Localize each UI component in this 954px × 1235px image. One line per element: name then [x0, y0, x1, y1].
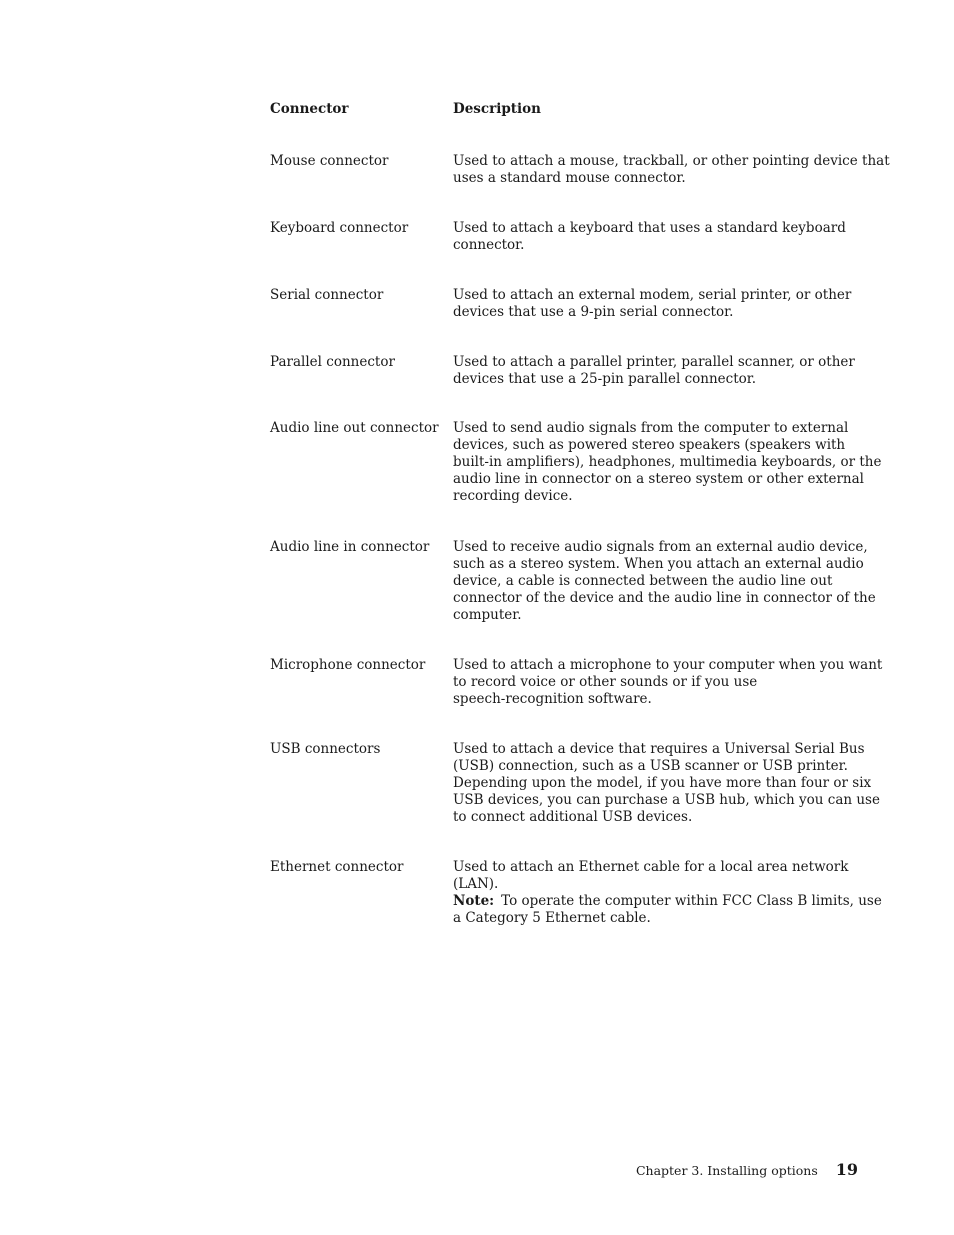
header-description: Description — [453, 101, 541, 117]
description-line: computer. — [453, 607, 522, 623]
description-line: (LAN). — [453, 876, 499, 892]
description-line: to record voice or other sounds or if you use — [453, 674, 758, 690]
connector-description — [453, 287, 863, 321]
note-line — [453, 893, 882, 910]
connector-description — [453, 741, 880, 826]
note-text: To operate the computer within FCC Class B limits, use — [501, 893, 882, 909]
connector-description — [453, 420, 882, 505]
description-line: devices that use a 9-pin serial connector. — [453, 304, 734, 320]
connector-description — [453, 539, 876, 624]
connector-name: Parallel connector — [270, 354, 395, 370]
connector-name: Audio line out connector — [270, 420, 439, 436]
connector-description — [453, 859, 882, 927]
description-line: USB devices, you can purchase a USB hub, which you can use — [453, 792, 880, 808]
connector-description — [453, 657, 883, 708]
description-line: (USB) connection, such as a USB scanner or USB printer. — [453, 758, 848, 774]
description-line: Used to send audio signals from the computer to external — [453, 420, 849, 436]
page-number: 19 — [835, 1160, 858, 1179]
description-line: recording device. — [453, 488, 573, 504]
page-footer — [636, 1160, 858, 1179]
connector-description — [453, 354, 863, 388]
connector-name: Audio line in connector — [270, 539, 430, 555]
description-line: Used to receive audio signals from an external audio device, — [453, 539, 868, 555]
description-line: audio line in connector on a stereo system or other external — [453, 471, 864, 487]
description-line: Used to attach a parallel printer, parallel scanner, or other — [453, 354, 855, 370]
connector-name: Keyboard connector — [270, 220, 409, 236]
connector-description — [453, 153, 890, 187]
note-label: Note: — [453, 893, 495, 909]
description-line: connector. — [453, 237, 525, 253]
description-line: connector of the device and the audio line in connector of the — [453, 590, 876, 606]
description-line: Used to attach an external modem, serial printer, or other — [453, 287, 852, 303]
note-line: a Category 5 Ethernet cable. — [453, 910, 651, 926]
description-line: Used to attach a keyboard that uses a standard keyboard — [453, 220, 846, 236]
description-line: devices that use a 25-pin parallel connector. — [453, 371, 757, 387]
description-line: Used to attach an Ethernet cable for a local area network — [453, 859, 849, 875]
connector-name: Serial connector — [270, 287, 384, 303]
connector-name: Microphone connector — [270, 657, 426, 673]
description-line: uses a standard mouse connector. — [453, 170, 686, 186]
description-line: Used to attach a mouse, trackball, or other pointing device that — [453, 153, 890, 169]
description-line: devices, such as powered stereo speakers (speakers with — [453, 437, 846, 453]
connector-name: Mouse connector — [270, 153, 389, 169]
description-line: Depending upon the model, if you have more than four or six — [453, 775, 872, 791]
connector-name: USB connectors — [270, 741, 381, 757]
description-line: built-in amplifiers), headphones, multimedia keyboards, or the — [453, 454, 882, 470]
connector-description — [453, 220, 863, 254]
chapter-title: Chapter 3. Installing options — [635, 1163, 818, 1178]
connector-name: Ethernet connector — [270, 859, 404, 875]
description-line: speech-recognition software. — [453, 691, 652, 707]
header-connector: Connector — [270, 101, 349, 117]
description-line: to connect additional USB devices. — [453, 809, 693, 825]
description-line: device, a cable is connected between the audio line out — [453, 573, 833, 589]
description-line: Used to attach a microphone to your computer when you want — [453, 657, 883, 673]
description-line: Used to attach a device that requires a Universal Serial Bus — [453, 741, 865, 757]
description-line: such as a stereo system. When you attach an external audio — [453, 556, 864, 572]
